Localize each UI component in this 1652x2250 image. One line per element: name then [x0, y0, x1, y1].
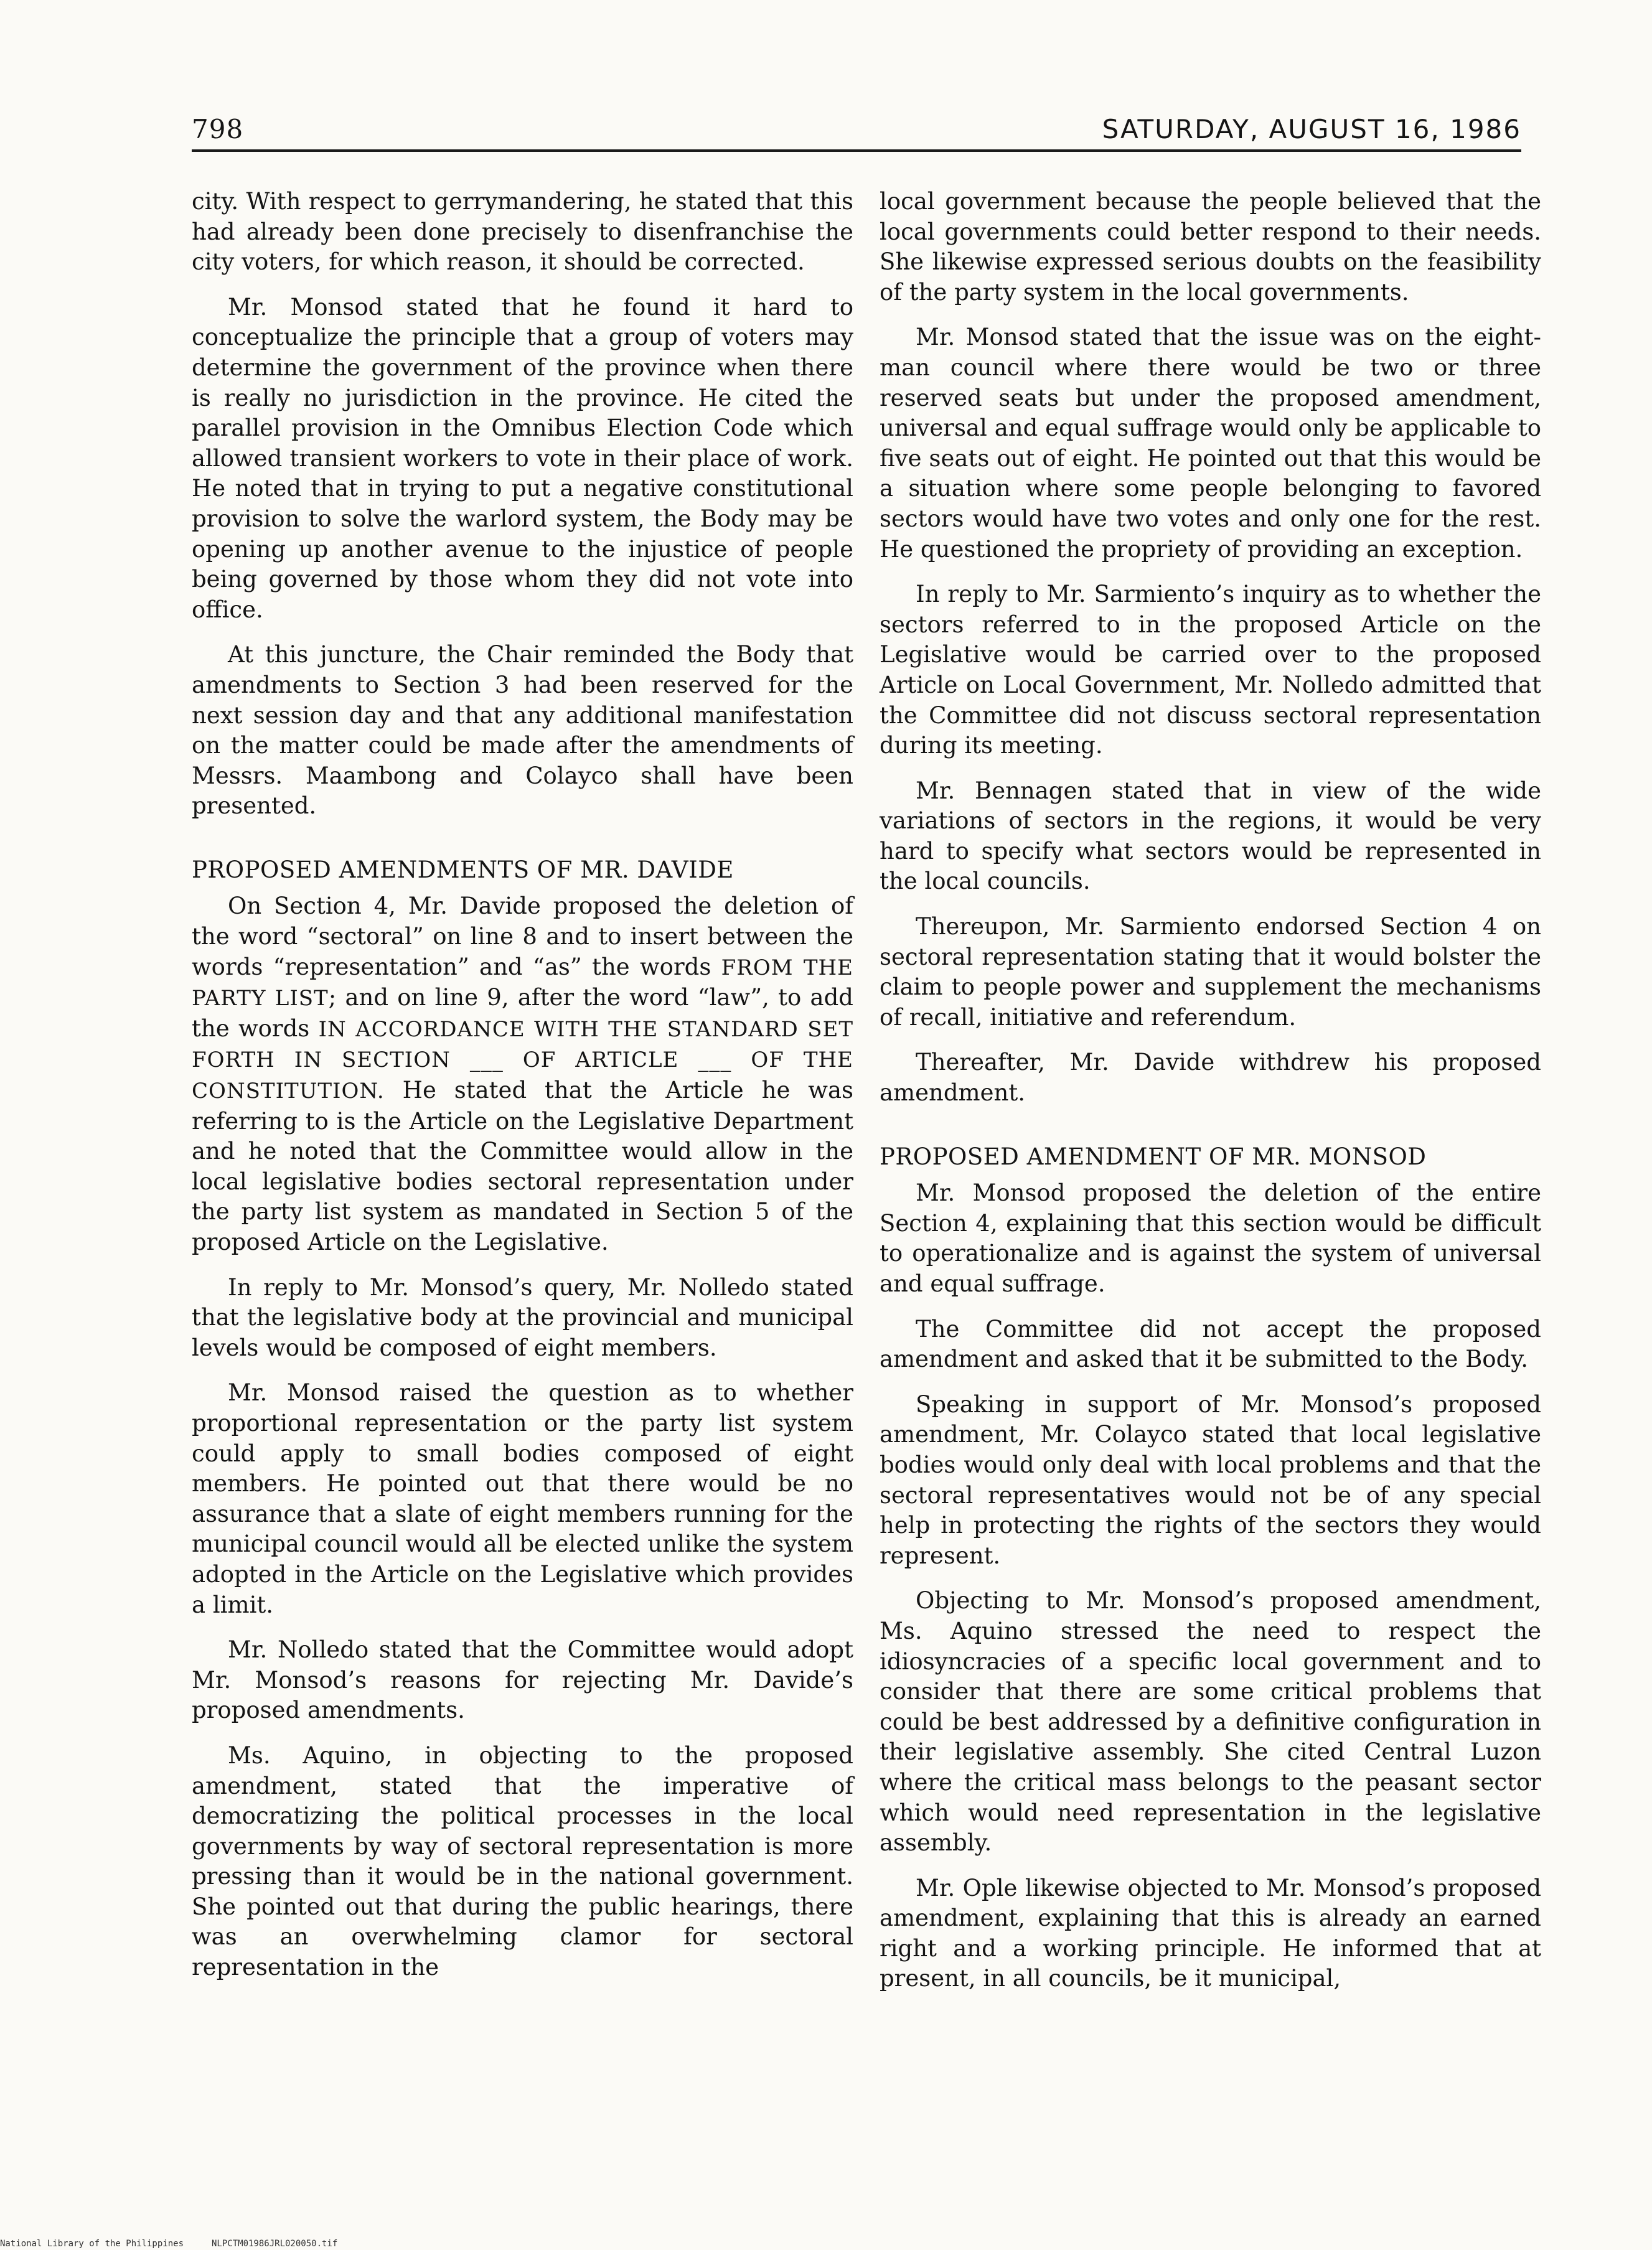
paragraph: local government because the people believed that the local governments could better respond to their needs. She likewise expressed serious doubts on the feasibility of the party system in the local governments. — [880, 188, 1541, 306]
paragraph: Mr. Monsod raised the question as to whether proportional representation or the party list system could apply to small bodies composed of eight members. He pointed out that there would be no assurance that a slate of eight members running for the municipal council would all be elected unlike the system adopted in the Article on the Legislative which provides a limit. — [192, 1379, 853, 1618]
paragraph: Objecting to Mr. Monsod’s proposed amendment, Ms. Aquino stressed the need to respect the idiosyncracies of a specific local government and to consider that there are some critical problems that could be best addressed by a definitive configuration in their legislative assembly. She cited Central Luzon where the critical mass belongs to the peasant sector which would need representation in the legislative assembly. — [880, 1587, 1541, 1857]
paragraph: Mr. Ople likewise objected to Mr. Monsod’s proposed amendment, explaining that this is already an earned right and a working principle. He informed that at present, in all councils, be it municipal, — [880, 1874, 1541, 1992]
paragraph: Ms. Aquino, in objecting to the proposed amendment, stated that the imperative of democratizing the political processes in the local governments by way of sectoral representation is more pressing than it would be in the national government. She pointed out that during the public hearings, there was an overwhelming clamor for sectoral representation in the — [192, 1741, 853, 1981]
paragraph: Mr. Monsod stated that he found it hard to conceptualize the principle that a group of voters may determine the government of the province when there is really no jurisdiction in the province. He cited the parallel provision in the Omnibus Election Code which allowed transient workers to vote in their place of work. He noted that in trying to put a negative constitutional provision to solve the warlord system, the Body may be opening up another avenue to the injustice of people being governed by those whom they did not vote into office. — [192, 293, 853, 623]
paragraph — [192, 891, 853, 1257]
paragraph: The Committee did not accept the proposed amendment and asked that it be submitted to the Body. — [880, 1315, 1541, 1373]
paragraph: Mr. Monsod stated that the issue was on the eight-man council where there would be two or three reserved seats but under the proposed amendment, universal and equal suffrage would only be applicable to five seats out of eight. He pointed out that this would be a situation where some people belonging to favored sectors would have two votes and only one for the rest. He questioned the propriety of providing an exception. — [880, 324, 1541, 563]
paragraph: Speaking in support of Mr. Monsod’s proposed amendment, Mr. Colayco stated that local legislative bodies would only deal with local problems and that the sectoral representatives would not be of any special help in protecting the rights of the sectors they would represent. — [880, 1390, 1541, 1569]
section-heading: PROPOSED AMENDMENT OF MR. MONSOD — [880, 1143, 1427, 1170]
section-heading: PROPOSED AMENDMENTS OF MR. DAVIDE — [192, 856, 734, 883]
header-rule — [192, 149, 1521, 152]
paragraph: Thereafter, Mr. Davide withdrew his proposed amendment. — [880, 1049, 1541, 1107]
paragraph-text: On Section 4, Mr. Davide proposed the deletion of the word “sectoral” on line 8 and to insert between the words “representation” and “as” the words — [192, 893, 853, 980]
page-date: SATURDAY, AUGUST 16, 1986 — [1102, 114, 1521, 144]
paragraph: Thereupon, Mr. Sarmiento endorsed Section 4 on sectoral representation stating that it would bolster the claim to people power and supplement the mechanisms of recall, initiative and referendum. — [880, 913, 1541, 1031]
paragraph-text: He stated that the Article he was referring to is the Article on the Legislative Department and he noted that the Committee would allow in the local legislative bodies sectoral representation under the party list system as mandated in Section 5 of the proposed Article on the Legislative. — [192, 1077, 853, 1255]
paragraph: Mr. Nolledo stated that the Committee would adopt Mr. Monsod’s reasons for rejecting Mr. Davide’s proposed amendments. — [192, 1636, 853, 1724]
small-caps-text: IN ACCORDANCE WITH THE STANDARD SET FORTH IN SECTION ___ OF ARTICLE ___ OF THE CONSTITUTION. — [192, 1016, 853, 1104]
small-caps-text: FROM THE PARTY LIST — [192, 955, 854, 1011]
page-number: 798 — [192, 114, 244, 144]
paragraph: city. With respect to gerrymandering, he stated that this had already been done precisely to disenfranchise the city voters, for which reason, it should be corrected. — [192, 188, 853, 276]
paragraph-text: ; and on line 9, after the word “law”, to add the words — [192, 984, 853, 1042]
right-column — [880, 187, 1541, 2009]
paragraph: At this juncture, the Chair reminded the Body that amendments to Section 3 had been reserved for the next session day and that any additional manifestation on the matter could be made after the amendments of Messrs. Maambong and Colayco shall have been presented. — [192, 641, 853, 820]
footer-credit: National Library of the Philippines — [0, 2239, 184, 2249]
paragraph: In reply to Mr. Monsod’s query, Mr. Nolledo stated that the legislative body at the provincial and municipal levels would be composed of eight members. — [192, 1273, 853, 1361]
paragraph: Mr. Monsod proposed the deletion of the entire Section 4, explaining that this section would be difficult to operationalize and is against the system of universal and equal suffrage. — [880, 1179, 1541, 1297]
footer-filename: NLPCTM01986JRL020050.tif — [212, 2239, 338, 2249]
paragraph: Mr. Bennagen stated that in view of the wide variations of sectors in the regions, it would be very hard to specify what sectors would be represented in the local councils. — [880, 777, 1541, 895]
left-column — [192, 187, 853, 1998]
paragraph: In reply to Mr. Sarmiento’s inquiry as to whether the sectors referred to in the proposed Article on the Legislative would be carried over to the proposed Article on Local Government, Mr. Nolledo admitted that the Committee did not discuss sectoral representation during its meeting. — [880, 581, 1541, 759]
